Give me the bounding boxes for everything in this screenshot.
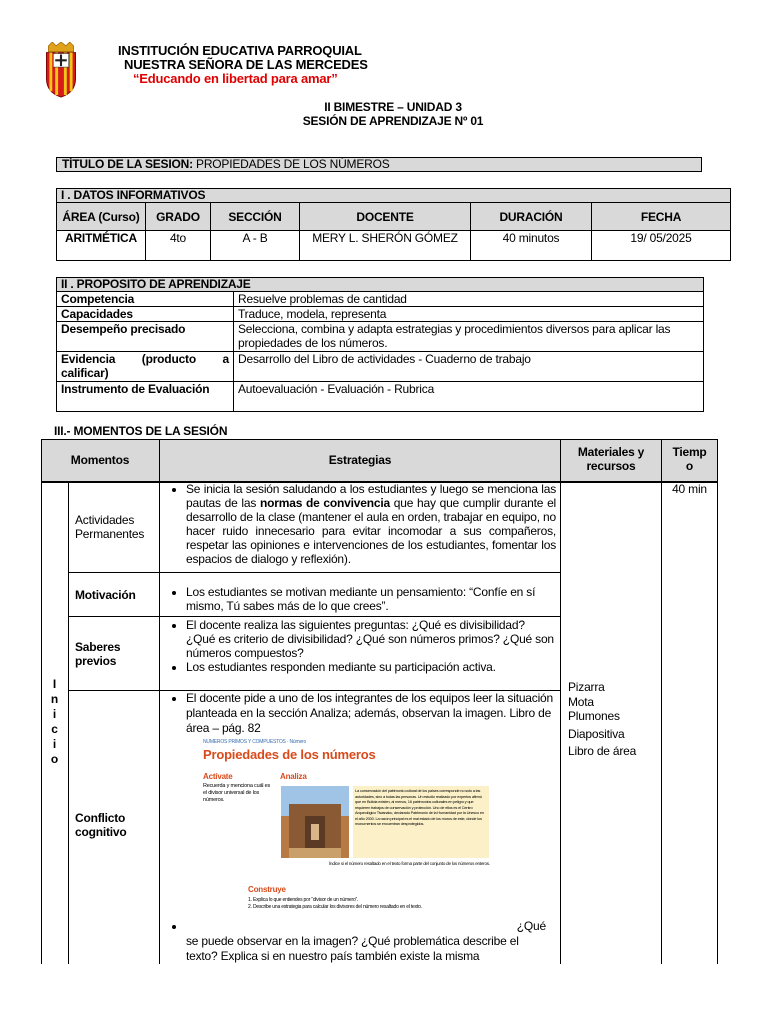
book-activate-label: Actívate — [203, 772, 233, 781]
book-indice: Índice si el número resaltado en el texto forma parte del conjunto de los números enteros. — [329, 861, 490, 866]
bimester-line: II BIMESTRE – UNIDAD 3 — [324, 100, 462, 114]
evidencia-label: Evidencia (producto a calificar) — [57, 352, 234, 382]
text-actividades: • Se inicia la sesión saludando a los estudiantes y luego se menciona las pautas de las normas de convivencia que hay que cumplir durante el desarrollo de la clase (mantener el aula en orden, trabajar en equipo, no hacer ruido innecesario para evitar incomodar a sus compañeros, respetar las opiniones e intervenciones de los estudiantes, fomentar los espacios de dialogo y reflexión). — [166, 482, 556, 566]
proposito-heading: II . PROPOSITO DE APRENDIZAJE — [57, 278, 704, 292]
tiempo-value: 40 min — [672, 482, 707, 496]
book-construye-1: 1. Explica lo que entiendes por “divisor de un número”. — [248, 897, 359, 903]
col-docente: DOCENTE — [300, 203, 471, 231]
label-conflicto: Conflicto cognitivo — [75, 811, 127, 839]
session-title-value: PROPIEDADES DE LOS NÚMEROS — [196, 157, 390, 171]
text-conflicto-1: • El docente pide a uno de los integrantes de los equipos leer la situación planteada en la sección Analiza; además, observan la imagen. Libro de área – pág. 82 — [166, 691, 556, 736]
material-plumones: Plumones — [568, 709, 620, 723]
book-topline: NÚMEROS PRIMOS Y COMPUESTOS · Número — [203, 739, 307, 745]
col-grado: GRADO — [146, 203, 211, 231]
proposito-table — [56, 277, 704, 412]
evidencia-value: Desarrollo del Libro de actividades - Cuaderno de trabajo — [234, 352, 704, 382]
label-actividades: Actividades Permanentes — [75, 513, 145, 541]
val-fecha: 19/ 05/2025 — [592, 231, 731, 261]
header-tiempo: Tiemp o — [672, 445, 707, 473]
book-construye-list — [248, 897, 538, 911]
col-area: ÁREA (Curso) — [57, 203, 146, 231]
school-motto: “Educando en libertad para amar” — [133, 71, 338, 86]
material-libro: Libro de área — [568, 744, 637, 758]
book-construye-2: 2. Describe una estrategia para calcular los divisores del número resaltado en el texto. — [248, 904, 422, 910]
momentos-table — [41, 439, 718, 964]
datos-heading: I . DATOS INFORMATIVOS — [57, 189, 731, 203]
text-conflicto-2: • ¿Qué se puede observar en la imagen? ¿Qué problemática describe el texto? Explica si en nuestro país también existe la misma — [166, 919, 546, 964]
datos-informativos-table — [56, 188, 731, 261]
text-saberes: • El docente realiza las siguientes preguntas: ¿Qué es divisibilidad? ¿Qué es criterio de divisibilidad? ¿Qué son números primos? ¿Qué son números compuestos? • Los estudiantes responden mediante su participación activa. — [166, 618, 556, 674]
val-grado: 4to — [146, 231, 211, 261]
book-analiza-label: Analiza — [280, 772, 307, 781]
text-motivacion: • Los estudiantes se motivan mediante un pensamiento: “Confíe en sí mismo, Tú sabes más de lo que crees”. — [166, 585, 556, 613]
school-shield-logo — [44, 42, 78, 101]
header-materiales: Materiales y recursos — [577, 445, 645, 473]
book-activate-text: Recuerda y menciona cuál es el divisor universal de los números. — [203, 783, 271, 803]
header-momentos: Momentos — [70, 453, 130, 467]
col-duracion: DURACIÓN — [471, 203, 592, 231]
instrumento-label: Instrumento de Evaluación — [57, 382, 234, 412]
materiales-list — [568, 680, 658, 759]
val-duracion: 40 minutos — [471, 231, 592, 261]
session-title-label: TÍTULO DE LA SESION: — [62, 157, 193, 171]
desempeno-value: Selecciona, combina y adapta estrategias y procedimientos diversos para aplicar las propiedades de los números. — [234, 322, 704, 352]
val-seccion: A - B — [211, 231, 300, 261]
session-title-row — [56, 157, 702, 172]
session-line: SESIÓN DE APRENDIZAJE Nº 01 — [302, 114, 484, 128]
col-seccion: SECCIÓN — [211, 203, 300, 231]
material-diapositiva: Diapositiva — [568, 726, 625, 741]
phase-inicio: I n i c i o — [50, 677, 59, 766]
capacidades-label: Capacidades — [57, 307, 234, 322]
institution-name: INSTITUCIÓN EDUCATIVA PARROQUIAL — [118, 43, 362, 58]
book-construye-label: Construye — [248, 885, 286, 894]
competencia-value: Resuelve problemas de cantidad — [234, 292, 704, 307]
material-pizarra: Pizarra — [568, 680, 605, 694]
header-estrategias: Estrategias — [328, 453, 392, 467]
book-photo — [281, 786, 349, 858]
instrumento-value: Autoevaluación - Evaluación - Rubrica — [234, 382, 704, 412]
val-area: ARITMÉTICA — [57, 231, 146, 261]
book-title: Propiedades de los números — [203, 747, 376, 762]
label-motivacion: Motivación — [75, 588, 136, 602]
momentos-heading: III.- MOMENTOS DE LA SESIÓN — [54, 424, 228, 438]
label-saberes: Saberes previos — [75, 640, 121, 668]
desempeno-label: Desempeño precisado — [57, 322, 234, 352]
book-page-image — [203, 739, 539, 917]
val-docente: MERY L. SHERÓN GÓMEZ — [300, 231, 471, 261]
competencia-label: Competencia — [57, 292, 234, 307]
capacidades-value: Traduce, modela, representa — [234, 307, 704, 322]
school-name: NUESTRA SEÑORA DE LAS MERCEDES — [124, 57, 368, 72]
material-mota: Mota — [568, 694, 594, 709]
col-fecha: FECHA — [592, 203, 731, 231]
book-analiza-text: La conservación del patrimonio cultural de los países corresponde no solo a las autoridades, sino a todas las personas. Un estudio realizado por expertos afirmó que en Bolivia existen, al menos, 16 patrimonios culturales en peligro y que requieren trabajos de conservación y protección. Uno de ellos es el Centro Arqueológico Tiwanaku, declarado Patrimonio de la Humanidad por la Unesco en el año 2000. La razón principal es el mal estado de los muros de este, donde los monumentos se encuentran desprotegidos. — [353, 786, 489, 858]
